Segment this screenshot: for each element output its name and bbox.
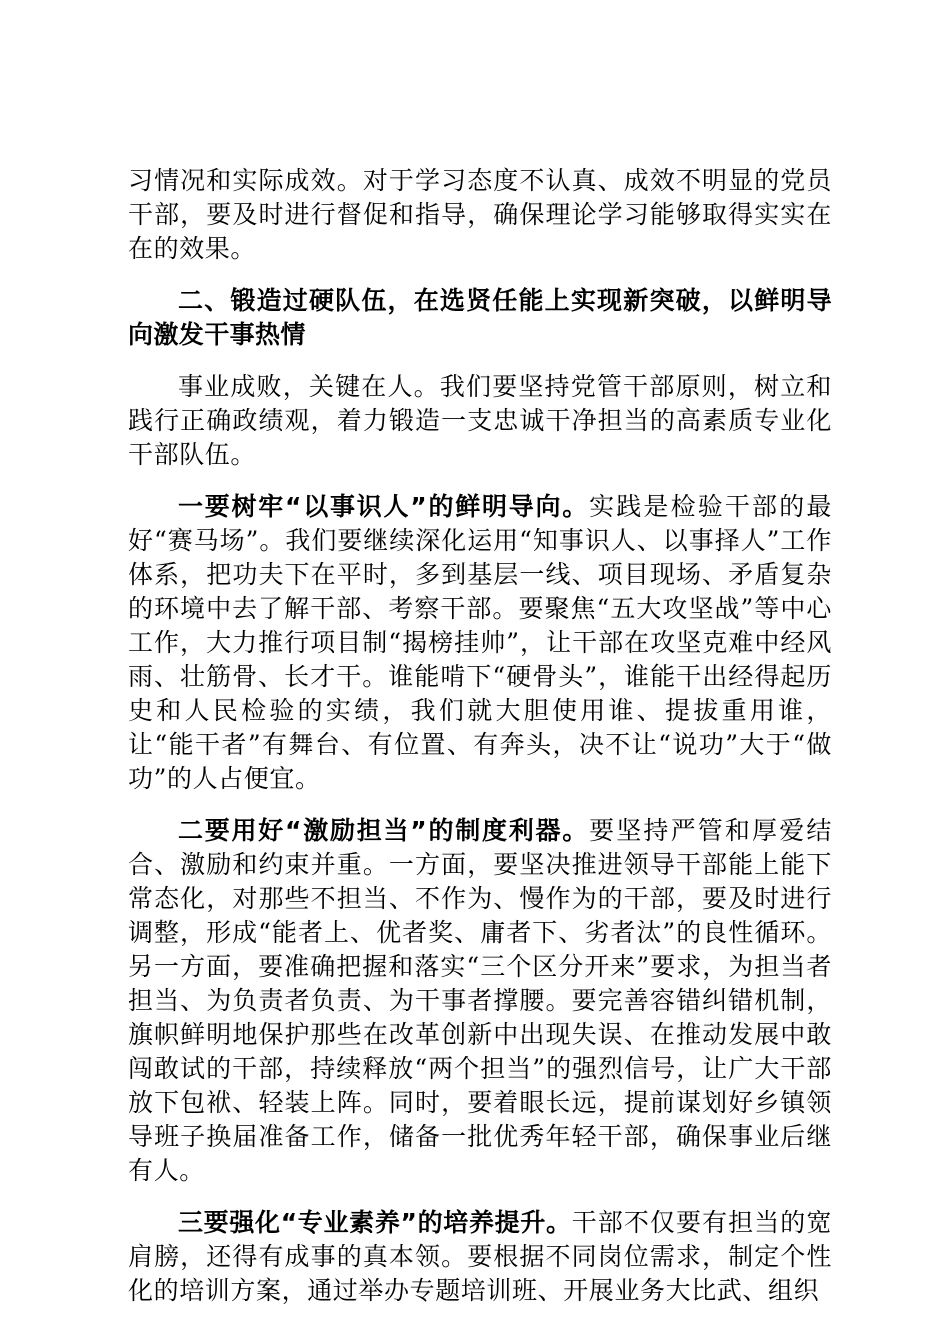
- paragraph-continuation: 习情况和实际成效。对于学习态度不认真、成效不明显的党员干部，要及时进行督促和指导，确保理论学习能够取得实实在在的效果。: [128, 166, 832, 263]
- point-2-body: 要坚持严管和厚爱结合、激励和约束并重。一方面，要坚决推进领导干部能上能下常态化，对那些不担当、不作为、慢作为的干部，要及时进行调整，形成“能者上、优者奖、庸者下、劣者汰”的良性循环。另一方面，要准确把握和落实“三个区分开来”要求，为担当者担当、为负责者负责、为干事者撑腰。要完善容错纠错机制，旗帜鲜明地保护那些在改革创新中出现失误、在推动发展中敢闯敢试的干部，持续释放“两个担当”的强烈信号，让广大干部放下包袱、轻装上阵。同时，要着眼长远，提前谋划好乡镇领导班子换届准备工作，储备一批优秀年轻干部，确保事业后继有人。: [128, 816, 832, 1185]
- point-2-lead: 二要用好“激励担当”的制度利器。: [178, 816, 590, 845]
- paragraph-point-1: [128, 490, 832, 796]
- point-1-lead: 一要树牢“以事识人”的鲜明导向。: [178, 492, 590, 521]
- point-1-body: 实践是检验干部的最好“赛马场”。我们要继续深化运用“知事识人、以事择人”工作体系，把功夫下在平时，多到基层一线、项目现场、矛盾复杂的环境中去了解干部、考察干部。要聚焦“五大攻坚战”等中心工作，大力推行项目制“揭榜挂帅”，让干部在攻坚克难中经风雨、壮筋骨、长才干。谁能啃下“硬骨头”，谁能干出经得起历史和人民检验的实绩，我们就大胆使用谁、提拔重用谁，让“能干者”有舞台、有位置、有奔头，决不让“说功”大于“做功”的人占便宜。: [128, 492, 832, 793]
- document-body: [128, 164, 832, 1326]
- point-3-body: 干部不仅要有担当的宽肩膀，还得有成事的真本领。要根据不同岗位需求，制定个性化的培训方案，通过举办专题培训班、开展业务大比武、组织: [128, 1208, 832, 1305]
- point-3-lead: 三要强化“专业素养”的培养提升。: [178, 1208, 572, 1237]
- paragraph-intro: 事业成败，关键在人。我们要坚持党管干部原则，树立和践行正确政绩观，着力锻造一支忠诚干净担当的高素质专业化干部队伍。: [128, 372, 832, 469]
- paragraph-point-2: [128, 814, 832, 1188]
- section-heading: 二、锻造过硬队伍，在选贤任能上实现新突破，以鲜明导向激发干事热情: [128, 286, 832, 349]
- paragraph-point-3: [128, 1206, 832, 1308]
